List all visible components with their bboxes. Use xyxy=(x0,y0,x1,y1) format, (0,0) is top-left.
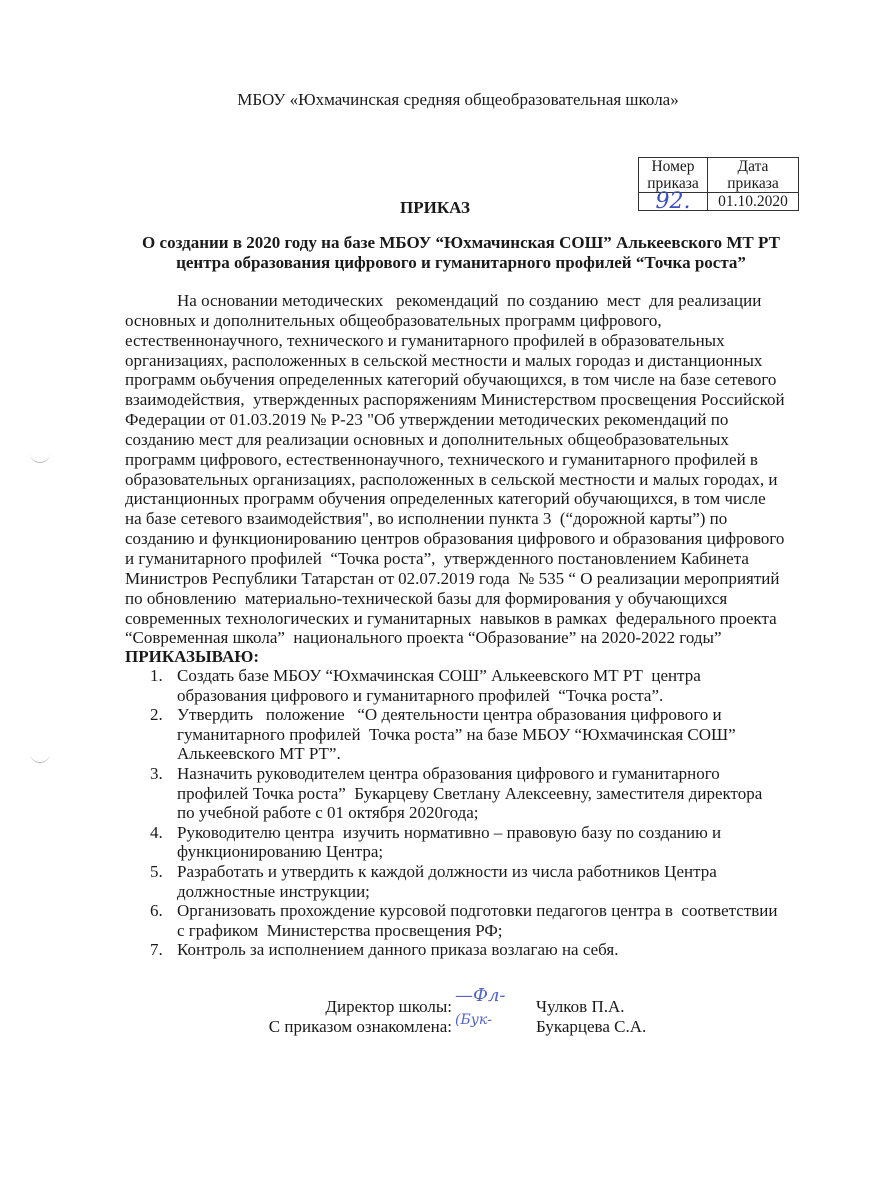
order-item-number: 1. xyxy=(150,666,163,685)
preamble-line: программ цифрового, естественнонаучного, технического и гуманитарного профилей в xyxy=(125,449,758,469)
order-item-text: Контроль за исполнением данного приказа возлагаю на себя. xyxy=(177,940,619,960)
preamble-line: на базе сетевого взаимодействия", во исполнении пункта 3 (“дорожной карты”) по xyxy=(125,509,728,529)
preamble-paragraph xyxy=(125,291,815,648)
order-item-number: 7. xyxy=(150,940,163,960)
order-item-text: Назначить руководителем центра образования цифрового и гуманитарного профилей Точка роста” Букарцеву Светлану Алексеевну, заместителя директора по учебной работе с 01 октября 2020года; xyxy=(177,763,763,823)
preamble-line: по обновлению материально-технической базы для формирования у обучающихся xyxy=(125,588,728,608)
preamble-line: “Современная школа” национального проекта “Образование” на 2020-2022 годы” xyxy=(125,628,722,648)
preamble-line: современных технологических и гуманитарных навыков в рамках федерального проекта xyxy=(125,608,777,628)
acknowledged-label: С приказом ознакомлена: xyxy=(268,1017,452,1036)
preamble-line: созданию и функционированию центров образования цифрового и образования цифрового xyxy=(125,529,785,549)
director-label: Директор школы: xyxy=(325,997,452,1016)
order-items-list xyxy=(150,666,777,960)
order-item-number: 4. xyxy=(150,822,163,842)
acknowledged-signature: (Бук- xyxy=(455,1012,492,1028)
preamble-line: организациях, расположенных в сельской местности и малых городаз и дистанционных xyxy=(125,350,763,370)
subtitle-line: центра образования цифрового и гуманитарного профилей “Точка роста” xyxy=(176,253,746,272)
acknowledged-name: Букарцева С.А. xyxy=(536,1017,647,1036)
order-number: 92. xyxy=(639,193,708,211)
order-item-number: 2. xyxy=(150,705,163,725)
order-date: 01.10.2020 xyxy=(708,193,799,211)
preamble-line: и гуманитарного профилей “Точка роста”, утвержденного постановлением Кабинета xyxy=(125,548,749,568)
order-item-number: 5. xyxy=(150,861,163,881)
preamble-line: созданию мест для реализации основных и дополнительных общеобразовательных xyxy=(125,429,729,449)
order-item xyxy=(150,862,777,901)
director-name: Чулков П.А. xyxy=(536,997,625,1016)
school-name: МБОУ «Юхмачинская средняя общеобразовательная школа» xyxy=(237,90,679,109)
subtitle-line: О создании в 2020 году на базе МБОУ “Юхмачинская СОШ” Алькеевского МТ РТ xyxy=(142,233,780,252)
preamble-line: дистанционных программ обучения определенных категорий обучающихся, в том числе xyxy=(125,489,766,509)
preamble-line: основных и дополнительных общеобразовательных программ цифрового, xyxy=(125,310,662,330)
order-number-table xyxy=(638,157,799,214)
order-item xyxy=(150,823,777,862)
preamble-line: Министров Республики Татарстан от 02.07.2019 года № 535 “ О реализации мероприятий xyxy=(125,568,780,588)
director-signature: —Фл- xyxy=(455,985,506,1006)
preamble-line: образовательных организациях, расположенных в сельской местности и малых городах, и xyxy=(125,469,778,489)
order-date-header: Дата приказа xyxy=(708,158,799,193)
scan-mark xyxy=(30,452,50,463)
document-subtitle xyxy=(0,233,872,273)
preamble-line: программ оьбучения определенных категорий обучающихся, в том числе на базе сетевого xyxy=(125,370,777,390)
order-item-text: Руководителю центра изучить нормативно – правовую базу по созданию и функционированию Центра; xyxy=(177,822,722,862)
order-heading: ПРИКАЗЫВАЮ: xyxy=(125,647,260,666)
order-item-number: 3. xyxy=(150,763,163,783)
order-item-text: Организовать прохождение курсовой подготовки педагогов центра в соответствии с графиком Министерства просвещения РФ; xyxy=(177,901,778,940)
order-item xyxy=(150,764,777,823)
preamble-line: На основании методических рекомендаций по созданию мест для реализации xyxy=(177,291,762,310)
order-item xyxy=(150,666,777,705)
preamble-line: естественнонаучного, технического и гуманитарного профилей в образовательных xyxy=(125,330,725,350)
document-title: ПРИКАЗ xyxy=(400,198,470,217)
preamble-line: взаимодействия, утвержденных распоряжениям Министерством просвещения Российской xyxy=(125,390,785,410)
order-item xyxy=(150,940,777,960)
order-item-text: Утвердить положение “О деятельности центра образования цифрового и гуманитарного профилей Точка роста” на базе МБОУ “Юхмачинская СОШ” Алькеевского МТ РТ”. xyxy=(177,705,736,764)
order-item xyxy=(150,901,777,940)
scan-mark xyxy=(30,752,50,763)
order-item-text: Разработать и утвердить к каждой должности из числа работников Центра должностные инструкции; xyxy=(177,861,717,901)
order-item-number: 6. xyxy=(150,901,163,921)
preamble-line: Федерации от 01.03.2019 № Р-23 "Об утверждении методических рекомендаций по xyxy=(125,410,729,430)
order-item xyxy=(150,705,777,764)
order-item-text: Создать базе МБОУ “Юхмачинская СОШ” Алькеевского МТ РТ центра образования цифрового и гуманитарного профилей “Точка роста”. xyxy=(177,666,701,705)
order-number-header: Номер приказа xyxy=(639,158,708,193)
